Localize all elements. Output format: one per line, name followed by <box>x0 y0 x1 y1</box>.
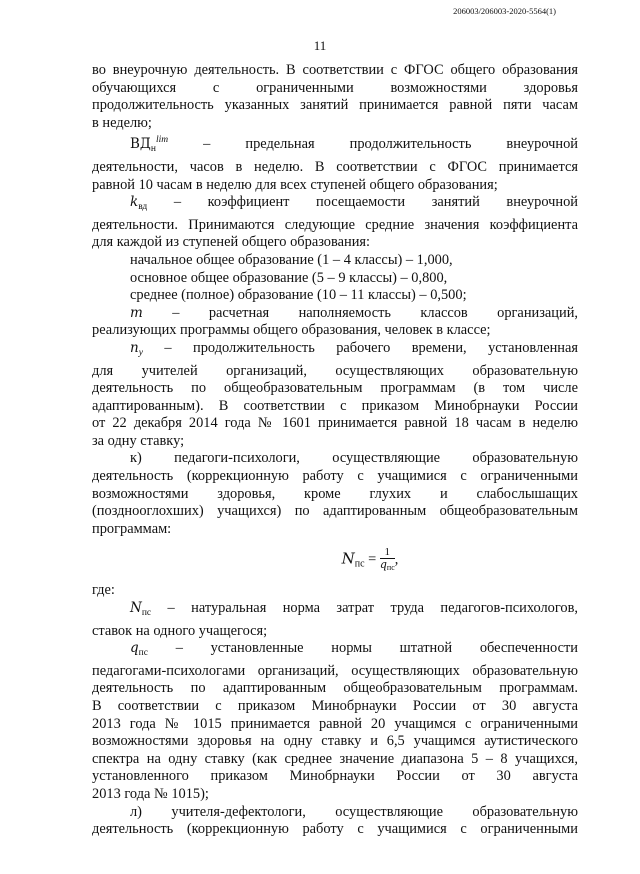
text-line: реализующих программы общего образования, человек в классе; <box>92 322 491 339</box>
definition-text: – коэффициент посещаемости занятий внеурочной <box>147 194 578 211</box>
formula-lhs: N <box>341 549 355 568</box>
text-line: для учителей организаций, осуществляющих образовательную <box>92 362 578 379</box>
text-line: педагогами-психологами организаций, осуществляющих образовательную <box>92 662 578 679</box>
symbol-vd-sup: lim <box>156 135 169 146</box>
text-line: спектра на одну ставку (как среднее значение диапазона 5 – 8 учащихся, <box>92 750 578 767</box>
text-line: ставок на одного учащегося; <box>92 622 268 639</box>
text-line: В соответствии с приказом Минобрнауки России от 30 августа <box>92 698 578 714</box>
text-line: к) педагоги-психологи, осуществляющие образовательную <box>130 450 578 467</box>
document-stamp: 206003/206003-2020-5564(1) <box>453 6 556 16</box>
text-line: за одну ставку; <box>92 432 185 449</box>
definition-text: – расчетная наполняемость классов организаций, <box>142 304 578 321</box>
symbol-n-sub: у <box>138 347 143 358</box>
text-line: деятельность по адаптированным общеобразовательным программам. <box>92 680 578 697</box>
text-line: адаптированным). В соответствии с приказом Минобрнауки России <box>92 397 578 414</box>
formula-lhs-sub: пс <box>354 558 365 570</box>
text-line: во внеурочную деятельность. В соответствии с ФГОС общего образования <box>92 62 578 78</box>
text-line: равной 10 часам в неделю для всех ступеней общего образования; <box>92 176 498 193</box>
definition-n <box>92 340 578 363</box>
text-line: л) учителя-дефектологи, осуществляющие образовательную <box>130 803 578 820</box>
list-item: основное общее образование (5 – 9 классы) – 0,800, <box>130 269 448 286</box>
definition-text: – установленные нормы штатной обеспеченности <box>147 640 578 657</box>
text-line: где: <box>92 582 115 599</box>
page-number: 11 <box>313 38 327 53</box>
text-line: деятельность (коррекционную работу с учащимися с ограниченными <box>92 821 578 838</box>
formula-denominator: q <box>379 558 387 572</box>
formula-npc <box>162 546 578 576</box>
definition-text: – предельная продолжительность внеурочной <box>168 136 578 153</box>
text-line: деятельность по общеобразовательным программам (в том числе <box>92 380 578 397</box>
definition-N <box>92 600 578 623</box>
symbol-k-sub: вд <box>138 202 148 213</box>
text-line: продолжительность указанных занятий принимается равной пяти часам <box>92 97 578 114</box>
text-line: (позднооглохших) учащихся) по адаптированным общеобразовательным <box>92 503 578 520</box>
symbol-N: N <box>130 600 142 617</box>
symbol-N-sub: пс <box>141 608 152 619</box>
text-line: от 22 декабря 2014 года № 1601 принимается равной 18 часам в неделю <box>92 415 578 432</box>
definition-k <box>92 194 578 217</box>
text-line: в неделю; <box>92 114 152 131</box>
definition-m <box>92 305 578 323</box>
text-line: возможностями здоровья на одну ставку и 6,5 учащимся аутистического <box>92 733 578 750</box>
definition-vd <box>92 132 578 159</box>
document-body <box>92 62 578 839</box>
definition-text: – продолжительность рабочего времени, установленная <box>142 339 578 356</box>
text-line: 2013 года № 1015 принимается равной 20 учащимся с ограниченными <box>92 715 578 732</box>
text-line: установленного приказом Минобрнауки России от 30 августа <box>92 768 578 785</box>
formula-fraction <box>380 546 395 574</box>
symbol-m: m <box>130 304 143 321</box>
formula-denominator-sub: пс <box>386 563 395 573</box>
text-line: деятельности, часов в неделю. В соответствии с ФГОС принимается <box>92 158 578 175</box>
text-line: деятельность (коррекционную работу с учащимися с ограниченными <box>92 468 578 485</box>
text-line: программам: <box>92 520 172 537</box>
symbol-vd: ВД <box>130 136 151 153</box>
symbol-k: k <box>130 194 139 211</box>
text-line: обучающихся с ограниченными возможностями здоровья <box>92 79 578 96</box>
symbol-n: n <box>130 339 139 356</box>
formula-comma: , <box>394 551 399 568</box>
list-item: начальное общее образование (1 – 4 классы) – 1,000, <box>130 251 453 268</box>
text-line: деятельности. Принимаются следующие средние значения коэффициента <box>92 216 578 233</box>
text-line: для каждой из ступеней общего образования: <box>92 234 371 251</box>
text-line: 2013 года № 1015); <box>92 785 209 802</box>
text-line: возможностями здоровья, кроме глухих и слабослышащих <box>92 485 578 502</box>
symbol-q: q <box>130 640 139 657</box>
formula-numerator: 1 <box>380 546 395 559</box>
symbol-q-sub: пс <box>138 648 148 659</box>
symbol-vd-sub: н <box>150 144 156 155</box>
list-item: среднее (полное) образование (10 – 11 классы) – 0,500; <box>130 287 467 304</box>
formula-eq: = <box>364 551 380 568</box>
definition-q <box>92 640 578 663</box>
definition-text: – натуральная норма затрат труда педагогов-психологов, <box>151 600 578 617</box>
